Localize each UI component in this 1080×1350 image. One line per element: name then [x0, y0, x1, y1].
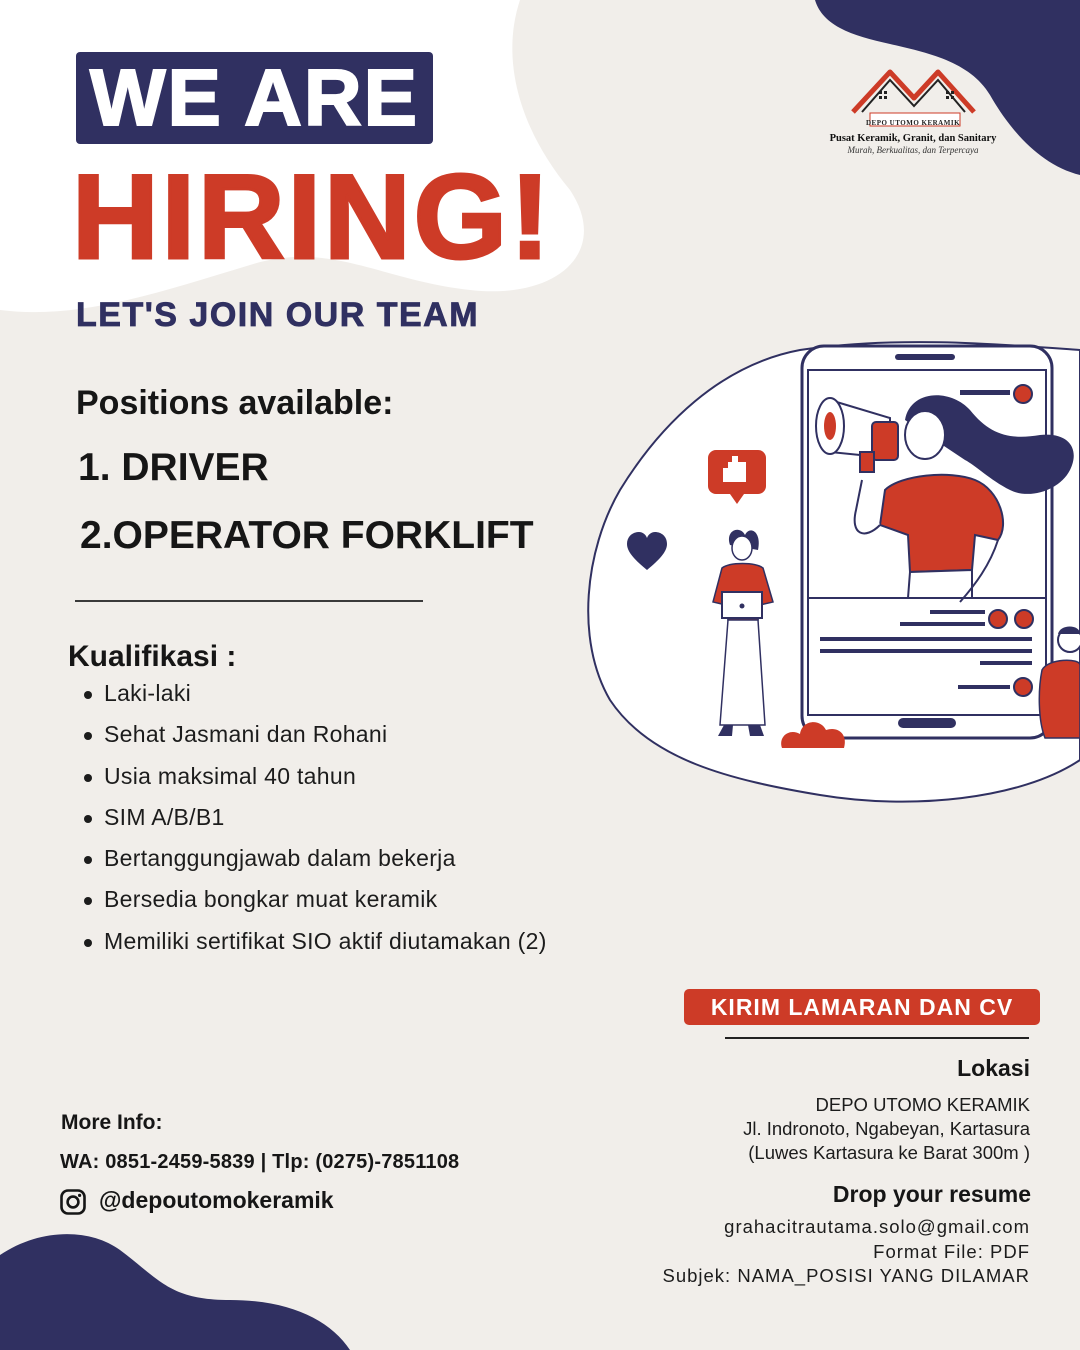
qualification-item: Sehat Jasmani dan Rohani [82, 717, 547, 758]
location-line: Jl. Indronoto, Ngabeyan, Kartasura [743, 1118, 1030, 1139]
navy-blob-bottom-left [0, 1234, 350, 1350]
logo-slogan: Murah, Berkualitas, dan Terpercaya [847, 145, 979, 155]
location-heading: Lokasi [957, 1055, 1030, 1081]
divider [75, 600, 423, 602]
headline-hiring: HIRING! [72, 150, 553, 284]
divider [725, 1037, 1029, 1039]
qualification-item: Laki-laki [82, 676, 547, 717]
resume-format: Format File: PDF [873, 1241, 1030, 1262]
company-logo [818, 66, 1008, 155]
qualifications-list [82, 676, 547, 965]
resume-heading: Drop your resume [832, 1181, 1031, 1207]
contact-numbers: WA: 0851-2459-5839 | Tlp: (0275)-7851108 [60, 1151, 460, 1173]
qualification-item: Bersedia bongkar muat keramik [82, 882, 547, 923]
qualification-item: SIM A/B/B1 [82, 800, 547, 841]
qualification-item: Bertanggungjawab dalam bekerja [82, 841, 547, 882]
resume-email[interactable]: grahacitrautama.solo@gmail.com [724, 1216, 1030, 1237]
more-info-heading: More Info: [61, 1111, 163, 1134]
woman-face [905, 411, 945, 459]
send-application-banner: KIRIM LAMARAN DAN CV [684, 989, 1040, 1025]
headline-we-are: WE ARE [76, 52, 433, 144]
location-line: DEPO UTOMO KERAMIK [815, 1094, 1030, 1115]
subtitle: LET'S JOIN OUR TEAM [76, 296, 480, 334]
qualification-item: Memiliki sertifikat SIO aktif diutamakan (2) [82, 924, 547, 965]
logo-tagline: Pusat Keramik, Granit, dan Sanitary [829, 133, 997, 144]
instagram-handle[interactable]: @depoutomokeramik [99, 1187, 334, 1213]
hiring-illustration [580, 340, 1080, 810]
position-item-driver: 1. DRIVER [78, 446, 269, 489]
location-line: (Luwes Kartasura ke Barat 300m ) [748, 1142, 1030, 1163]
qualifications-heading: Kualifikasi : [68, 640, 237, 673]
positions-heading: Positions available: [76, 384, 394, 422]
position-item-forklift-operator: 2.OPERATOR FORKLIFT [80, 514, 534, 557]
instagram-icon [60, 1189, 86, 1215]
logo-brand: DEPO UTOMO KERAMIK [865, 119, 961, 127]
resume-subject: Subjek: NAMA_POSISI YANG DILAMAR [662, 1265, 1030, 1286]
qualification-item: Usia maksimal 40 tahun [82, 759, 547, 800]
